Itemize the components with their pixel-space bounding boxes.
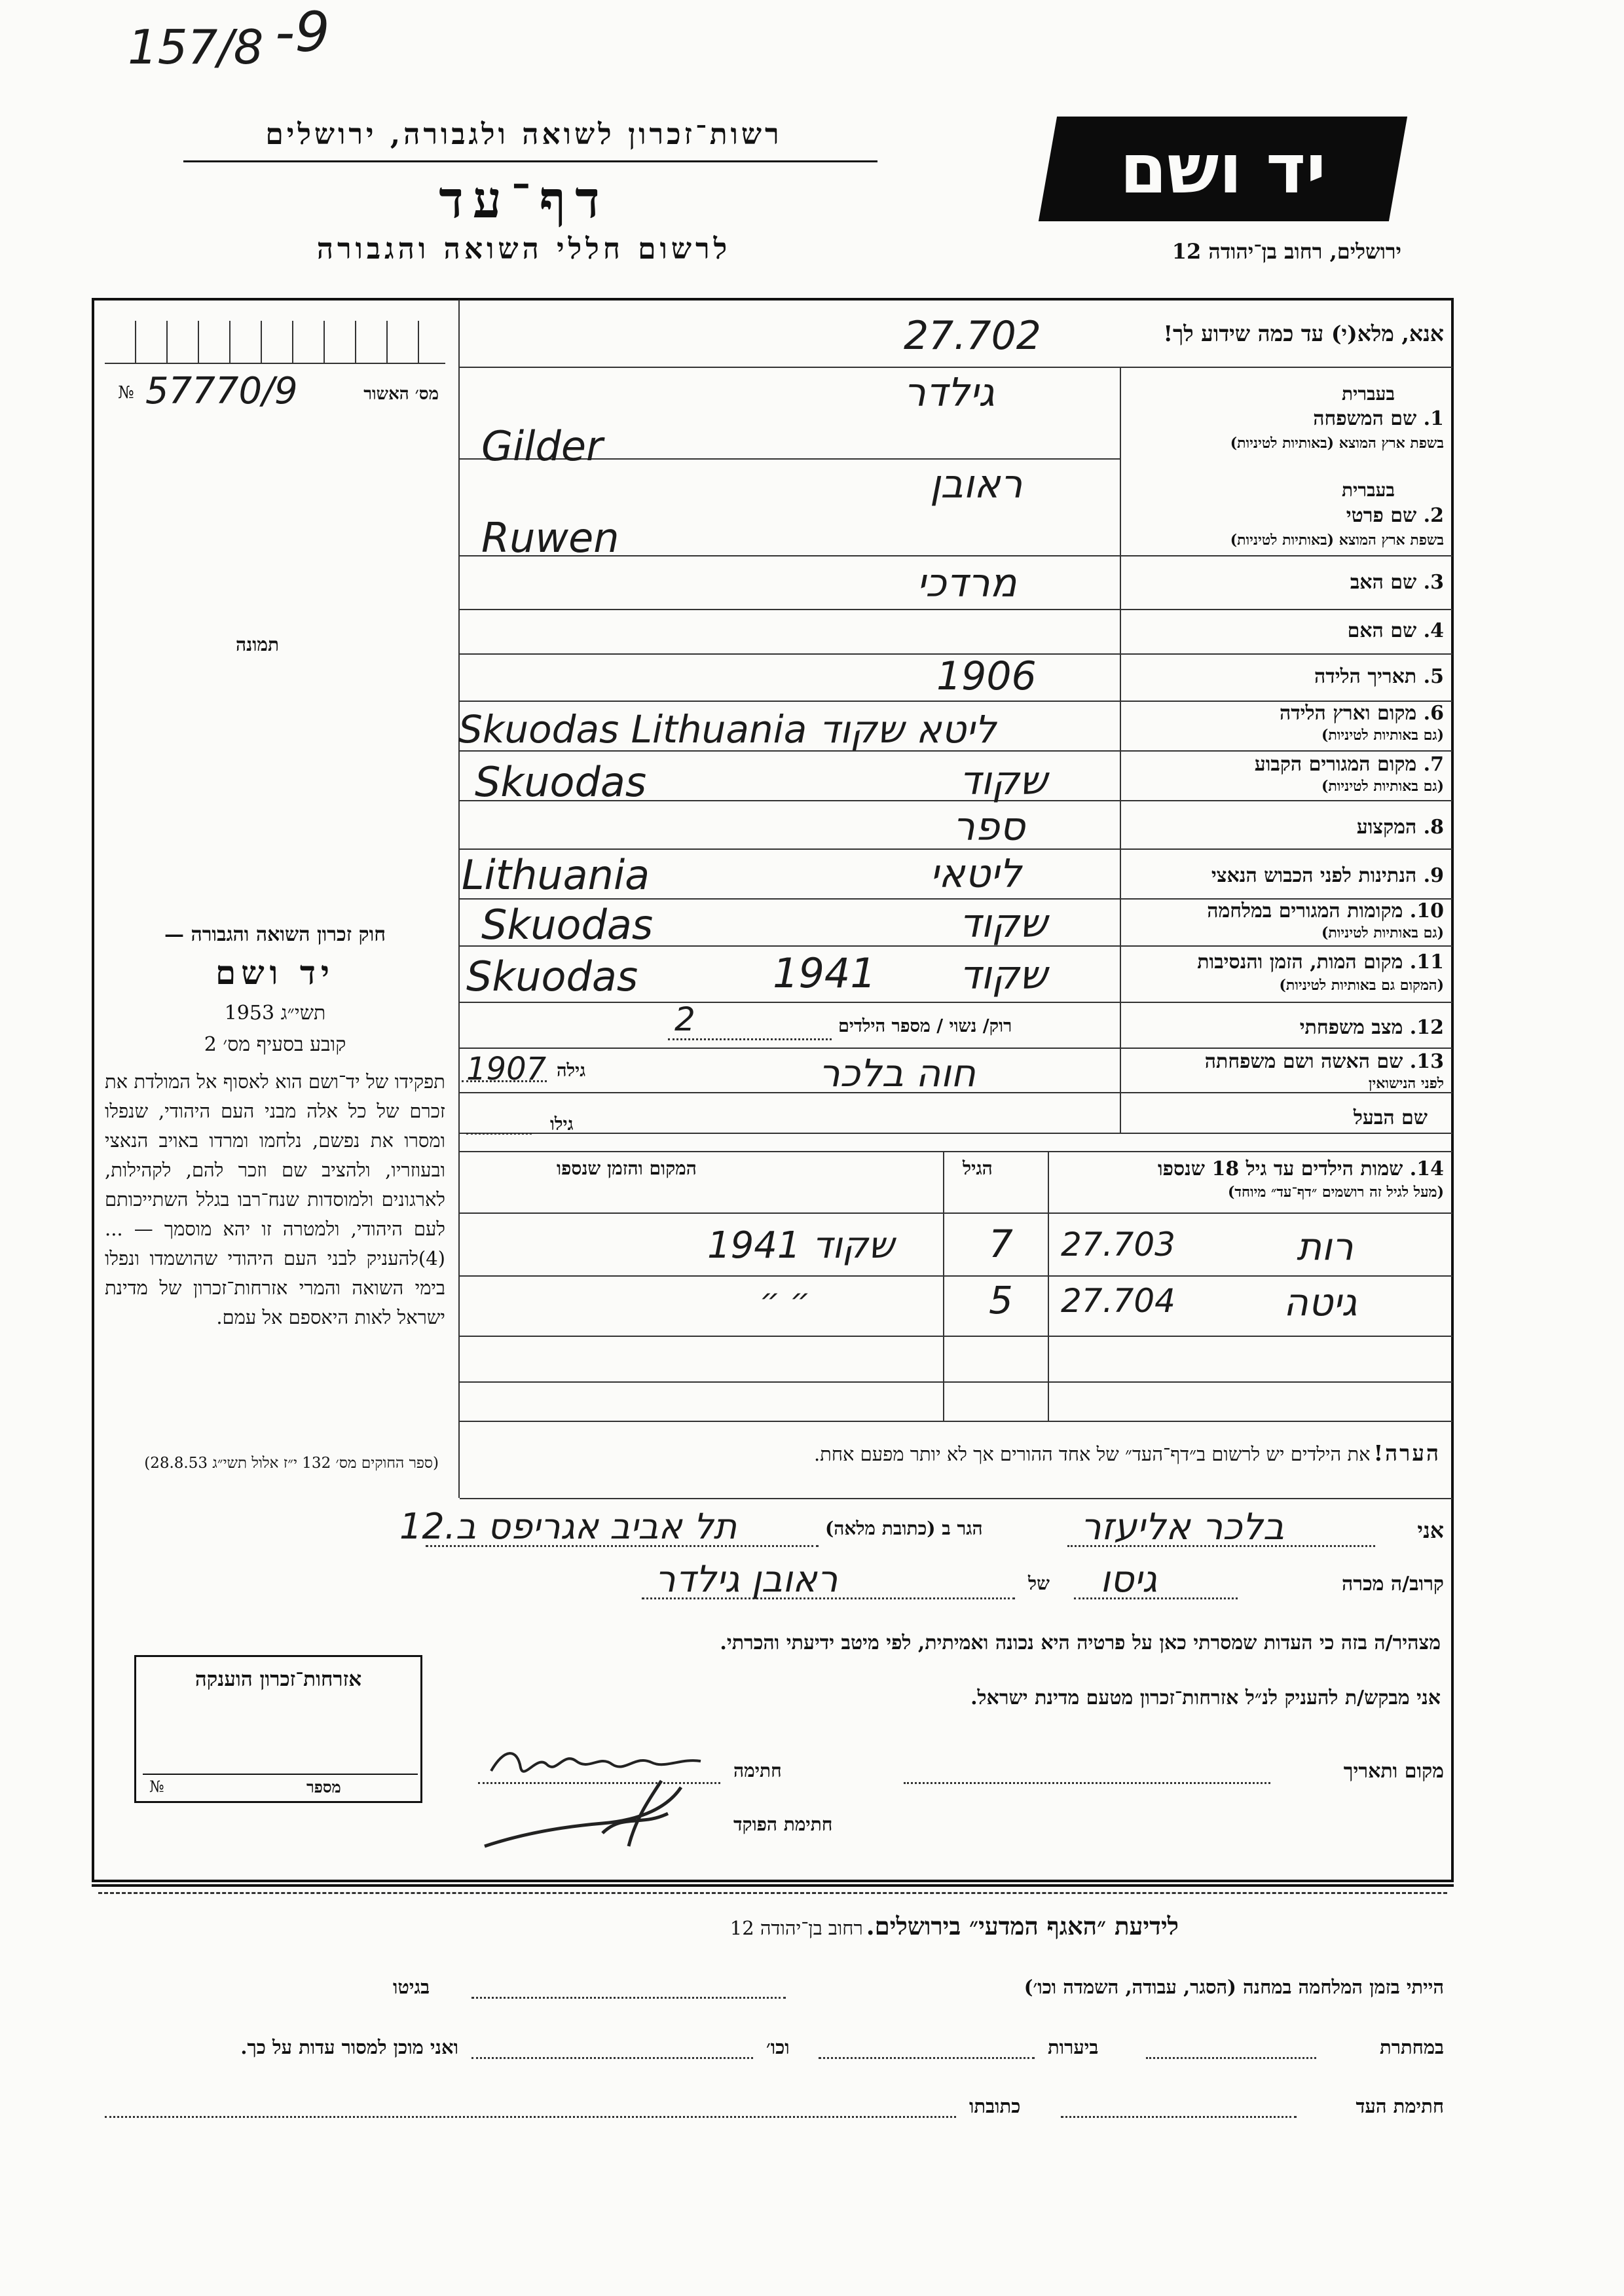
archive-etc-label: וכו׳	[766, 2036, 790, 2058]
approval-number-row	[105, 370, 445, 416]
archive-witness-signature-label: חתימת העד	[1356, 2095, 1444, 2117]
field-11-label: 11. מקום המות, הזמן והנסיבות	[1197, 951, 1444, 974]
husband-age-label: גילו	[550, 1114, 574, 1135]
side-panel-bottom-line	[460, 1498, 1452, 1499]
archive-title: לידיעת ״האגף המדעי״ בירושלים.	[866, 1912, 1179, 1941]
of-label: של	[1028, 1573, 1050, 1594]
field-1-hebrew-value: גילדר	[904, 370, 995, 416]
child-place-time: שקוד 1941	[707, 1224, 895, 1267]
field-6-label: 6. מקום וארץ הלידה	[1279, 702, 1444, 725]
husband-label: שם הבעל	[1353, 1106, 1428, 1129]
yad-vashem-logo	[1039, 117, 1407, 221]
citizenship-box	[134, 1655, 422, 1803]
field-5-value: 1906	[936, 653, 1037, 699]
official-signature-label: חתימת הפוקד	[733, 1813, 833, 1835]
child-age: 5	[989, 1278, 1013, 1322]
child-sheet-number: 27.703	[1061, 1226, 1175, 1264]
row-line	[460, 609, 1452, 610]
field-1-label: 1. שם המשפחה	[1313, 407, 1444, 430]
field-12-label: 12. מצב משפחתי	[1299, 1016, 1444, 1039]
archive-witness-signature-line	[1061, 2116, 1297, 2118]
field-6-sub: (גם באותיות לטיניות)	[1321, 727, 1444, 744]
field-4-label: 4. שם האם	[1347, 619, 1444, 642]
field-1-sub: בשפת ארץ המוצא (באותיות לטיניות)	[1230, 435, 1444, 452]
field-12-dotted-line	[668, 1038, 832, 1040]
approval-number-value: 57770/9	[145, 370, 298, 412]
archive-camp-line	[471, 1997, 786, 1999]
citizenship-number-line	[143, 1774, 418, 1775]
child-age: 7	[989, 1222, 1013, 1266]
children-place-header: המקום והזמן שנספו	[557, 1157, 697, 1179]
children-sub: (מעל לגיל זה רושמים ״דף־עד״ מיוחד)	[1227, 1184, 1444, 1201]
handwritten-number: -9	[275, 0, 330, 64]
header-address: ירושלים, רחוב בן־יהודה 12	[1172, 239, 1401, 264]
note-label: הערה!	[1373, 1440, 1441, 1466]
field-10-sub: (גם באותיות לטיניות)	[1321, 924, 1444, 941]
law-year: תשי״ג 1953	[224, 1002, 326, 1025]
children-col-divider	[943, 1151, 944, 1421]
wife-age-label: גילה	[557, 1061, 586, 1081]
law-name: יד ושם	[215, 953, 335, 992]
declarant-i-label: אני	[1417, 1518, 1444, 1543]
wife-age-dotted-line	[462, 1080, 547, 1082]
field-9-hebrew-value: ליטאי	[930, 851, 1022, 897]
form-title: דף־עד	[439, 170, 609, 230]
row-line	[460, 1151, 1452, 1152]
children-row-line	[460, 1336, 1452, 1337]
field-11-hebrew-value: שקוד	[959, 953, 1048, 998]
archive-address: רחוב בן־יהודה 12	[729, 1917, 863, 1939]
field-12-children-count: 2	[674, 1000, 695, 1038]
field-10-latin-value: Skuodas	[481, 901, 654, 949]
field-13-sub: לפני הנישואין	[1368, 1075, 1444, 1092]
approval-ticks	[105, 321, 445, 364]
signature-label: חתימה	[733, 1760, 782, 1781]
form-subtitle: לרשום חללי השואה והגבורה	[316, 232, 731, 266]
row-line	[460, 1133, 1452, 1134]
children-row-line	[460, 1381, 1452, 1383]
archive-forests-label: ביערות	[1048, 2036, 1099, 2058]
archive-divider-dashed	[98, 1892, 1447, 1894]
archive-underground-label: במחתרת	[1380, 2036, 1444, 2058]
child-sheet-number: 27.704	[1061, 1282, 1175, 1320]
request-text: אני מבקש/ת להעניק לנ״ל אזרחות־זכרון מטעם מדינת ישראל.	[970, 1686, 1441, 1709]
field-13-label: 13. שם האשה ושם משפחתה	[1204, 1050, 1444, 1073]
field-1-latin-value: Gilder	[481, 422, 603, 470]
children-age-header: הגיל	[963, 1157, 993, 1179]
child-name: רות	[1297, 1224, 1354, 1269]
row-line	[460, 367, 1452, 368]
org-underline	[183, 160, 877, 162]
citizenship-box-title: אזרחות־זכרון הוענקה	[194, 1667, 362, 1691]
children-col-divider	[1048, 1151, 1049, 1421]
children-label: 14. שמות הילדים עד גיל 18 שנספו	[1157, 1157, 1444, 1180]
child-place-time: ״ ״	[760, 1282, 811, 1319]
field-7-sub: (גם באותיות לטיניות)	[1321, 778, 1444, 795]
law-reference: (ספר החוקים מס׳ 132 י״ז אלול תשי״ג 28.8.53)	[144, 1455, 439, 1472]
archive-willing-text: ואני מוכן למסור עדות על כך.	[240, 2036, 458, 2058]
wife-name-value: חוה בלכר	[819, 1051, 976, 1095]
of-name-value: ראובן גילדר	[655, 1558, 838, 1601]
field-5-label: 5. תאריך הלידה	[1314, 665, 1444, 688]
law-text: תפקידו של יד־ושם הוא לאסוף אל המולדת את זכרם של כל אלה מבני העם היהודי, שנפלו ומסרו את נפשם, נלחמו ומרדו באויב הנאצי ובעוזריו, ולהציב שם וזכר להם, לקהילות, לארגונים ולמוסדות שנח־רבו בגלל השתייכותם לעם היהודי, ולמטרה זו יהא מוסמך — ...(4)להעניק לבני העם היהודי שהושמדו ונפלו בימי השואה והמרי אזרחות־זכרון של מדינת ישראל לאות היאספם אל עמם.	[105, 1070, 445, 1328]
field-2-label: 2. שם פרטי	[1346, 504, 1444, 527]
children-row-line	[460, 1275, 1452, 1277]
field-2-latin-value: Ruwen	[481, 514, 619, 562]
intro-sheet-number: 27.702	[904, 313, 1041, 359]
field-7-label: 7. מקום המגורים הקבוע	[1254, 753, 1444, 776]
place-date-line	[904, 1782, 1270, 1784]
archive-title-row	[458, 1912, 1179, 1941]
field-9-label: 9. הנתינות לפני הכבוש הנאצי	[1211, 864, 1444, 887]
hebrew-tag-2: בעברית	[1341, 479, 1395, 501]
field-2-sub: בשפת ארץ המוצא (באותיות לטיניות)	[1230, 532, 1444, 549]
approval-prefix: №	[118, 383, 134, 403]
archive-divider	[92, 1884, 1454, 1887]
field-10-label: 10. מקומות המגורים במלחמה	[1207, 900, 1444, 922]
field-3-value: מרדכי	[917, 560, 1017, 606]
archive-address-line	[105, 2116, 956, 2118]
field-9-latin-value: Lithuania	[462, 851, 650, 899]
note-row	[465, 1440, 1441, 1467]
archive-underground-line	[1146, 2057, 1316, 2059]
organization-name: רשות־זכרון לשואה ולגבורה, ירושלים	[265, 118, 783, 151]
law-clause: קובע בסעיף מס׳ 2	[204, 1033, 346, 1056]
field-11-latin-value: Skuodas	[466, 953, 638, 1000]
note-text: את הילדים יש לרשום ב״דף־העד״ של אחד ההורים אך לא יותר מפעם אחת.	[813, 1443, 1371, 1465]
declaration-text: מצהיר/ה בזה כי העדות שמסרתי כאן על פרטיה היא נכונה ואמיתית, לפי מיטב ידיעתי והכרתי.	[720, 1631, 1441, 1654]
label-column-divider	[1120, 367, 1121, 1133]
archive-address-label: כתובתו	[969, 2095, 1021, 2117]
official-signature	[471, 1768, 733, 1859]
field-3-label: 3. שם האב	[1350, 571, 1444, 594]
field-6-value: Skuodas Lithuania ליטא שקוד	[458, 707, 997, 752]
citizenship-number-prefix: №	[149, 1777, 164, 1796]
field-11-year: 1941	[773, 949, 876, 997]
photo-label: תמונה	[236, 634, 280, 655]
archive-ghetto-label: בגיטו	[393, 1976, 430, 1998]
husband-age-dotted-line	[466, 1133, 532, 1135]
relative-label: קרוב/ה מכרה	[1341, 1573, 1444, 1595]
declarant-address: תל אביב אגריפס ב.12	[399, 1506, 737, 1547]
archive-camp-label: הייתי בזמן המלחמה במחנה (הסגר, עבודה, השמדה וכו׳)	[1024, 1976, 1444, 1998]
declarant-name: בלכר אליעזר	[1080, 1506, 1285, 1548]
approval-number-label: מס׳ האשור	[363, 384, 439, 404]
archive-etc-line	[471, 2057, 753, 2059]
field-8-value: ספר	[953, 804, 1025, 850]
field-7-hebrew-value: שקוד	[959, 758, 1048, 804]
field-11-sub: (המקום גם באותיות לטיניות)	[1279, 977, 1444, 994]
logo-text: יד ושם	[1120, 129, 1326, 209]
relation-value: גיסו	[1100, 1558, 1158, 1601]
child-name: גיטה	[1283, 1280, 1357, 1324]
field-8-label: 8. המקצוע	[1356, 816, 1444, 839]
row-line	[460, 1048, 1452, 1049]
archive-forests-line	[819, 2057, 1035, 2059]
row-line	[460, 1002, 1452, 1003]
wife-age-value: 1907	[466, 1051, 547, 1087]
children-header-line	[460, 1212, 1452, 1214]
field-10-hebrew-value: שקוד	[959, 901, 1048, 947]
intro-label: אנא, מלא(י) עד כמה שידוע לך!	[1163, 321, 1444, 346]
place-date-label: מקום ותאריך	[1343, 1760, 1444, 1783]
children-bottom-line	[460, 1421, 1452, 1422]
law-title: חוק זכרון השואה והגבורה —	[164, 923, 386, 946]
hebrew-tag-1: בעברית	[1341, 383, 1395, 405]
declarant-resides-label: הגר ב (כתובת מלאה)	[825, 1518, 983, 1539]
citizenship-number-label: מספר	[306, 1777, 341, 1796]
field-2-hebrew-value: ראובן	[930, 462, 1023, 507]
field-12-status-line: רוק/ נשוי / מספר הילדים	[838, 1016, 1012, 1036]
field-7-latin-value: Skuodas	[475, 758, 647, 806]
handwritten-reference: 157/8	[128, 20, 264, 75]
